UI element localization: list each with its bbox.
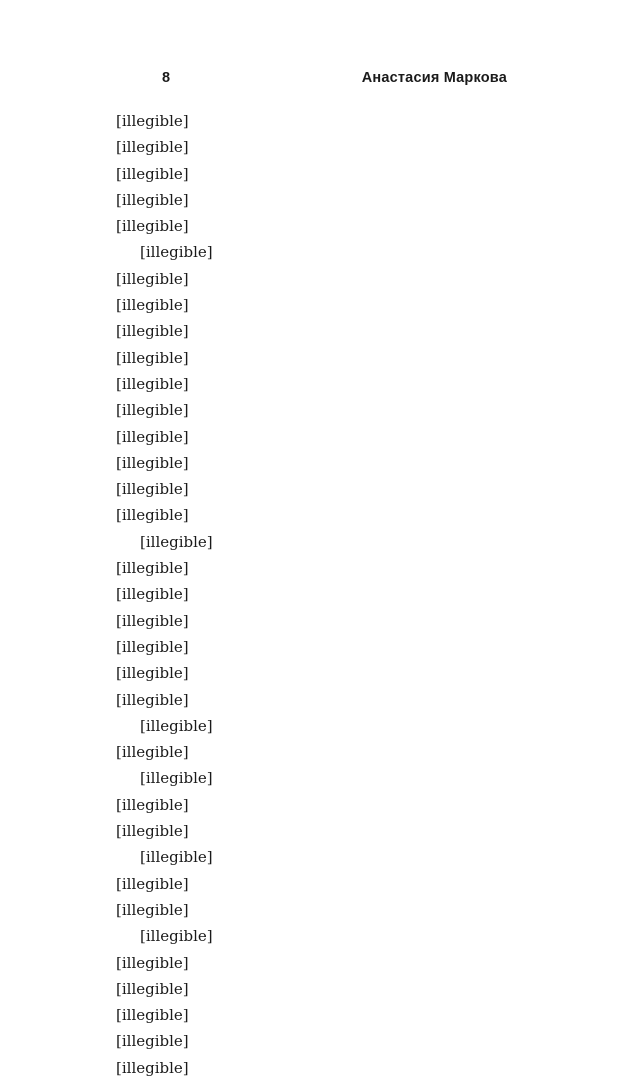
paragraph-6 (116, 844, 507, 923)
text-line: [illegible] (140, 532, 213, 551)
text-line: [illegible] (140, 716, 213, 735)
text-line: [illegible] (116, 217, 189, 236)
text-line: [illegible] (116, 559, 189, 578)
running-head-author: Анастасия Маркова (361, 70, 507, 86)
text-line: [illegible] (116, 480, 189, 499)
text-line: [illegible] (116, 979, 189, 998)
text-line: [illegible] (116, 401, 189, 420)
text-line: [illegible] (140, 848, 213, 867)
paragraph-2 (116, 239, 507, 528)
text-line: [illegible] (116, 112, 189, 130)
text-line: [illegible] (116, 190, 189, 209)
paragraph-5 (116, 765, 507, 844)
text-line: [illegible] (116, 427, 189, 446)
text-line: [illegible] (116, 374, 189, 393)
text-line: [illegible] (116, 322, 189, 341)
paragraph-3 (116, 529, 507, 713)
text-line: [illegible] (116, 138, 189, 157)
text-line: [illegible] (116, 585, 189, 604)
text-line: [illegible] (140, 769, 213, 788)
text-line: [illegible] (116, 1058, 189, 1077)
paragraph-4 (116, 713, 507, 766)
text-line: [illegible] (140, 243, 213, 262)
text-line: [illegible] (116, 664, 189, 683)
paragraph-1 (116, 108, 507, 239)
page-header (116, 70, 507, 92)
text-line: [illegible] (116, 900, 189, 919)
text-line: [illegible] (116, 348, 189, 367)
text-line: [illegible] (116, 1032, 189, 1051)
paragraph-7 (116, 923, 507, 1081)
text-line: [illegible] (116, 795, 189, 814)
text-line: [illegible] (116, 296, 189, 315)
page-number: 8 (162, 70, 171, 86)
text-line: [illegible] (116, 1006, 189, 1025)
text-line: [illegible] (116, 637, 189, 656)
text-line: [illegible] (116, 453, 189, 472)
text-line: [illegible] (116, 822, 189, 841)
text-line: [illegible] (116, 164, 189, 183)
text-line: [illegible] (116, 506, 189, 525)
text-line: [illegible] (116, 690, 189, 709)
text-line: [illegible] (116, 874, 189, 893)
body-text (116, 108, 507, 1081)
text-line: [illegible] (116, 611, 189, 630)
text-line: [illegible] (140, 927, 213, 946)
text-line: [illegible] (116, 269, 189, 288)
text-line: [illegible] (116, 953, 189, 972)
text-line: [illegible] (116, 743, 189, 762)
